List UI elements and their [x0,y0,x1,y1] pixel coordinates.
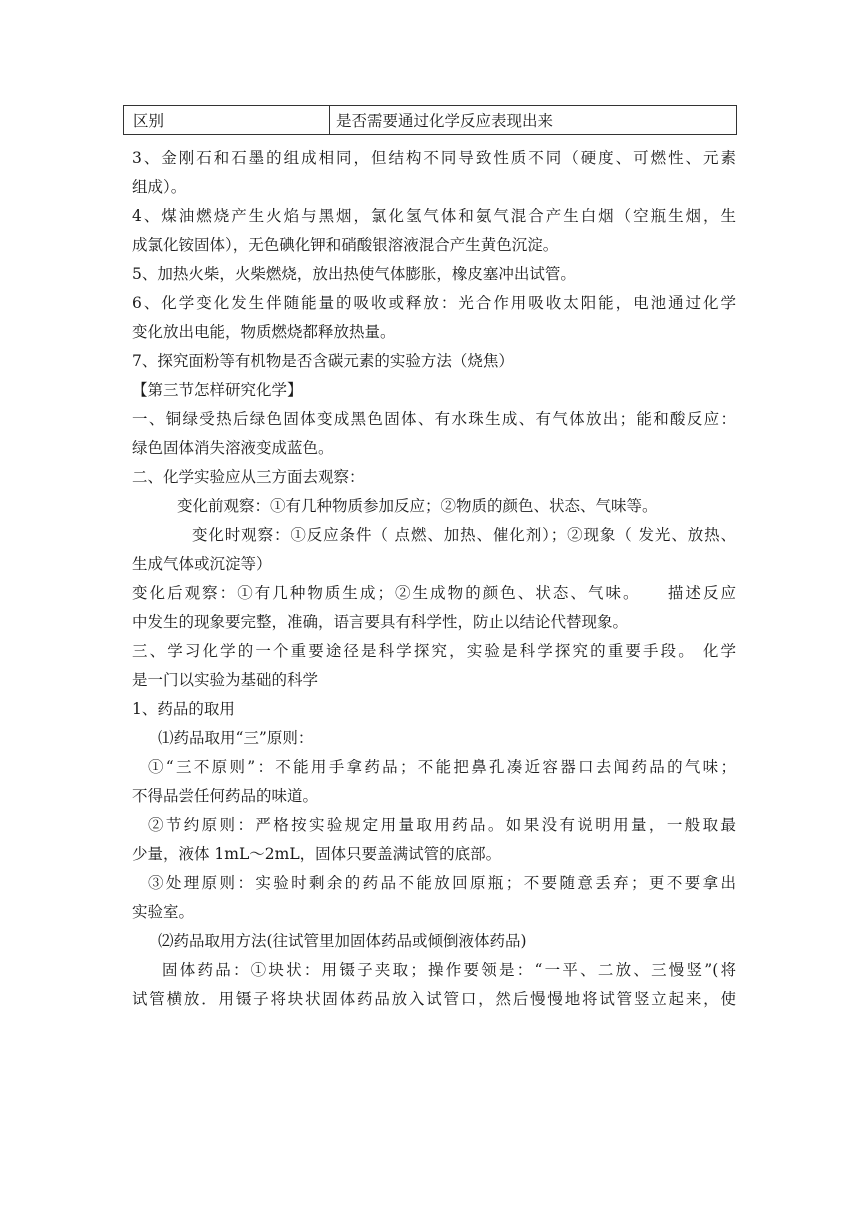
text-line: 绿色固体消失溶液变成蓝色。 [132,439,334,457]
document-body [132,144,736,1014]
text-line: 变化前观察：①有几种物质参加反应；②物质的颜色、状态、气味等。 [177,497,658,515]
text-line: 6、化学变化发生伴随能量的吸收或释放：光合作用吸收太阳能，电池通过化学 [132,294,736,312]
text-line: 变化后观察：①有几种物质生成；②生成物的颜色、状态、气味。 描述反应 [132,584,736,602]
text-line: 5、加热火柴，火柴燃烧，放出热使气体膨胀，橡皮塞冲出试管。 [132,265,576,283]
text-line: 生成气体或沉淀等） [132,555,272,573]
text-line: ①“三不原则”：不能用手拿药品；不能把鼻孔凑近容器口去闻药品的气味； [148,758,736,776]
text-line: 组成）。 [132,178,187,196]
text-line: ⑴药品取用“三”原则： [158,729,314,747]
table-cell-value: 是否需要通过化学反应表现出来 [336,112,554,130]
text-line: 实验室。 [132,903,195,921]
text-line: 是一门以实验为基础的科学 [132,671,319,689]
text-line: 三、学习化学的一个重要途径是科学探究，实验是科学探究的重要手段。 化学 [132,642,736,660]
text-line: ③处理原则：实验时剩余的药品不能放回原瓶；不要随意丢弃；更不要拿出 [148,874,736,892]
comparison-table [123,105,737,135]
text-line: 1、药品的取用 [132,700,235,718]
text-line: 变化放出电能，物质燃烧都释放热量。 [132,323,396,341]
text-line: ②节约原则：严格按实验规定用量取用药品。如果没有说明用量，一般取最 [148,816,736,834]
text-line: 二、化学实验应从三方面去观察： [132,468,365,486]
text-line: 3、金刚石和石墨的组成相同，但结构不同导致性质不同（硬度、可燃性、元素 [132,149,736,167]
text-line: 试管横放．用镊子将块状固体药品放入试管口，然后慢慢地将试管竖立起来，使 [132,990,736,1008]
text-line: 变化时观察：①反应条件（ 点燃、加热、催化剂）；②现象（ 发光、放热、 [192,526,736,544]
text-line: 一、铜绿受热后绿色固体变成黑色固体、有水珠生成、有气体放出；能和酸反应： [132,410,736,428]
text-line: ⑵药品取用方法(往试管里加固体药品或倾倒液体药品) [158,932,527,950]
section-heading: 【第三节怎样研究化学】 [132,381,303,399]
text-line: 不得品尝任何药品的味道。 [132,787,319,805]
text-line: 中发生的现象要完整，准确，语言要具有科学性，防止以结论代替现象。 [132,613,629,631]
text-line: 7、探究面粉等有机物是否含碳元素的实验方法（烧焦） [132,352,514,370]
text-line: 固体药品：①块状：用镊子夹取；操作要领是：“一平、二放、三慢竖”(将 [162,961,736,979]
table-cell-label: 区别 [124,106,330,134]
text-line: 4、煤油燃烧产生火焰与黑烟，氯化氢气体和氨气混合产生白烟（空瓶生烟，生 [132,207,736,225]
text-line: 成氯化铵固体），无色碘化钾和硝酸银溶液混合产生黄色沉淀。 [132,236,559,254]
text-line: 少量，液体 1mL～2mL，固体只要盖满试管的底部。 [132,845,502,863]
